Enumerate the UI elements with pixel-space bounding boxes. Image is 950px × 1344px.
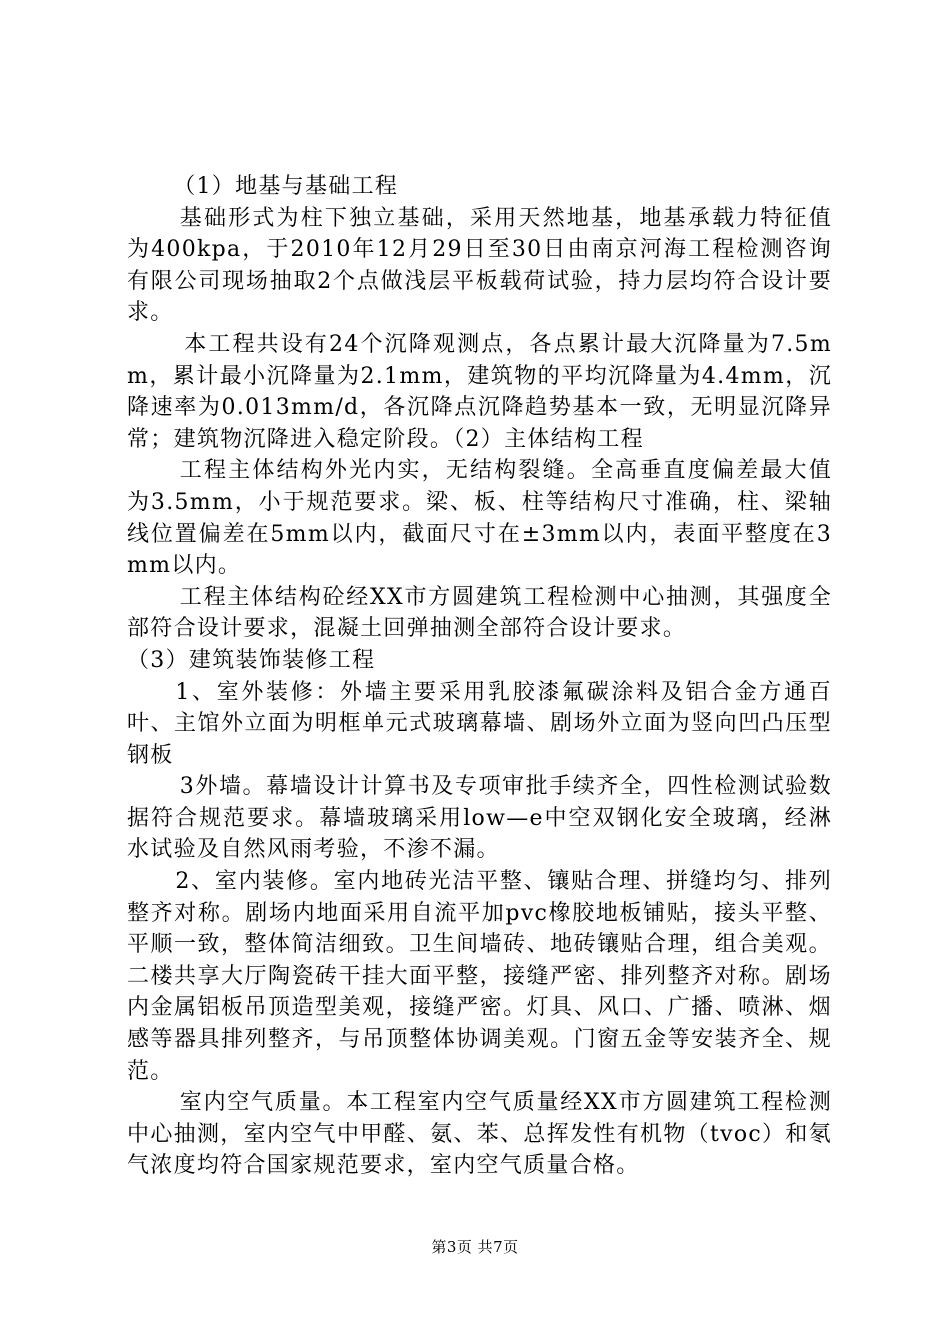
section-heading-foundation: （1）地基与基础工程	[173, 174, 399, 199]
paragraph-main-structure: 工程主体结构外光内实，无结构裂缝。全高垂直度偏差最大值为3.5mm，小于规范要求。梁、板、柱等结构尺寸准确，柱、梁轴线位置偏差在5mm以内，截面尺寸在±3mm以内，表面平整度在3mm以内。	[127, 458, 832, 579]
page-number-footer: 第3页 共7页	[431, 1238, 519, 1256]
paragraph-foundation-form: 基础形式为柱下独立基础，采用天然地基，地基承载力特征值为400kpa，于2010年12月29日至30日由南京河海工程检测咨询有限公司现场抽取2个点做浅层平板载荷试验，持力层均符合设计要求。	[127, 205, 832, 326]
paragraph-concrete-test: 工程主体结构砼经XX市方圆建筑工程检测中心抽测，其强度全部符合设计要求，混凝土回弹抽测全部符合设计要求。	[127, 584, 832, 642]
section-heading-decoration: （3）建筑装饰装修工程	[127, 647, 376, 673]
document-body	[127, 171, 832, 1182]
paragraph-interior: 2、室内装修。室内地砖光洁平整、镶贴合理、拼缝均匀、排列整齐对称。剧场内地面采用自流平加pvc橡胶地板铺贴，接头平整、平顺一致，整体简洁细致。卫生间墙砖、地砖镶贴合理，组合美观。二楼共享大厅陶瓷砖干挂大面平整，接缝严密、排列整齐对称。剧场内金属铝板吊顶造型美观，接缝严密。灯具、风口、广播、喷淋、烟感等器具排列整齐，与吊顶整体协调美观。门窗五金等安装齐全、规范。	[127, 869, 832, 1084]
paragraph-exterior: 1、室外装修：外墙主要采用乳胶漆氟碳涂料及铝合金方通百叶、主馆外立面为明框单元式玻璃幕墙、剧场外立面为竖向凹凸压型钢板	[127, 679, 832, 768]
paragraph-settlement: 本工程共设有24个沉降观测点，各点累计最大沉降量为7.5mm，累计最小沉降量为2.1mm，建筑物的平均沉降量为4.4mm，沉降速率为0.013mm/d，各沉降点沉降趋势基本一致，无明显沉降异常；建筑物沉降进入稳定阶段。（2）主体结构工程	[127, 331, 832, 452]
paragraph-curtain-wall: 3外墙。幕墙设计计算书及专项审批手续齐全，四性检测试验数据符合规范要求。幕墙玻璃采用low—e中空双钢化安全玻璃，经淋水试验及自然风雨考验，不渗不漏。	[127, 774, 832, 863]
paragraph-air-quality: 室内空气质量。本工程室内空气质量经XX市方圆建筑工程检测中心抽测，室内空气中甲醛、氨、苯、总挥发性有机物（tvoc）和氡气浓度均符合国家规范要求，室内空气质量合格。	[127, 1090, 832, 1179]
